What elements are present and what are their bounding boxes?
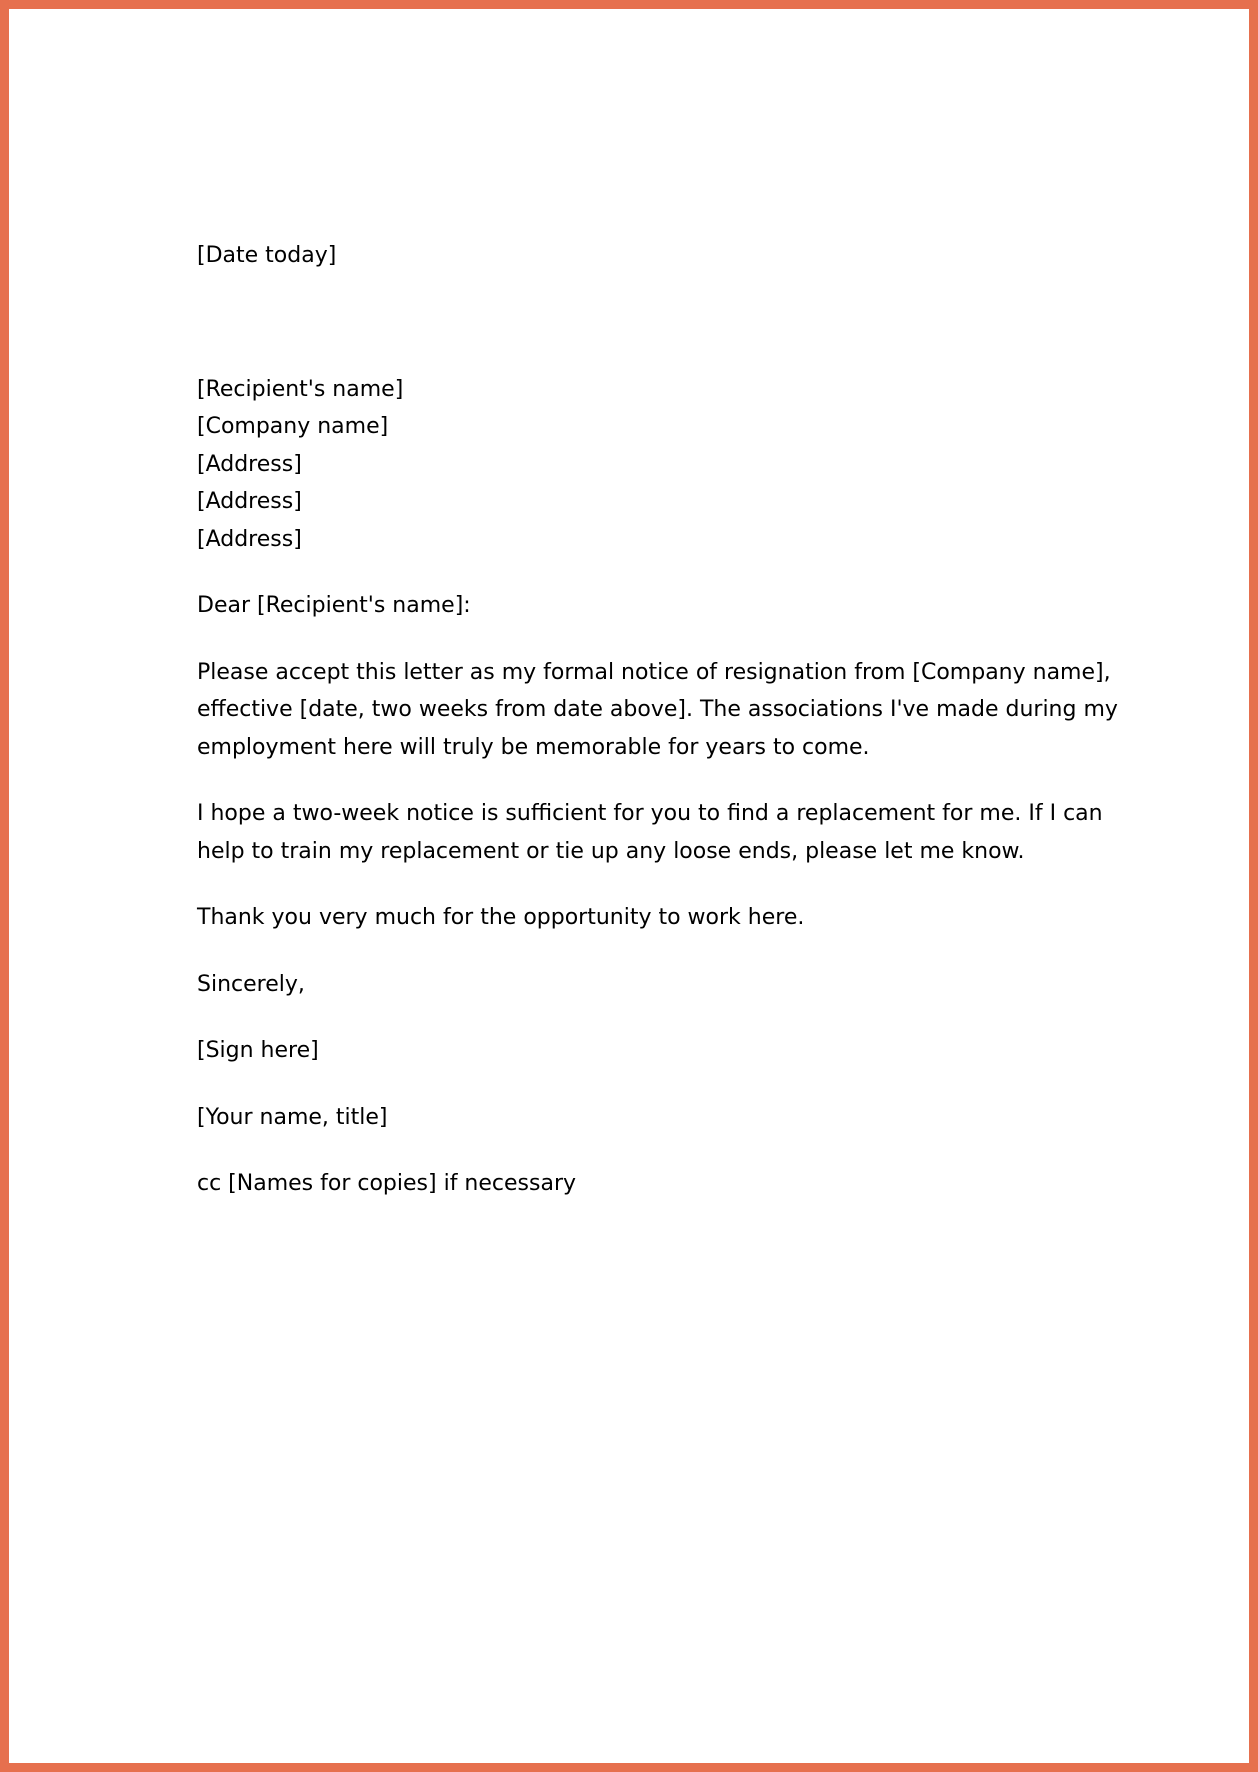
paragraph-line: Please accept this letter as my formal notice of resignation from [Company name], [197, 659, 1111, 685]
closing [197, 966, 1097, 1004]
date-line: [Date today] [197, 243, 337, 268]
signature-placeholder [197, 1032, 1097, 1070]
paragraph-line: employment here will truly be memorable for years to come. [197, 734, 870, 760]
paragraph-resignation-notice [197, 654, 1118, 767]
closing-text: Sincerely, [197, 971, 305, 997]
company-name-line: [Company name] [197, 414, 389, 439]
recipient-address-block [197, 371, 1097, 559]
salutation-text: Dear [Recipient's name]: [197, 593, 471, 618]
recipient-name-line: [Recipient's name] [197, 376, 404, 402]
address-line-3: [Address] [197, 526, 302, 552]
letter-body [197, 237, 1118, 1203]
cc-text: cc [Names for copies] if necessary [197, 1171, 577, 1196]
name-title [197, 1099, 1097, 1137]
name-title-text: [Your name, title] [197, 1104, 388, 1130]
paragraph-line: effective [date, two weeks from date above]. The associations I've made during my [197, 697, 1118, 722]
signature-text: [Sign here] [197, 1038, 319, 1063]
salutation [197, 587, 1097, 625]
paragraph-two-week-notice [197, 795, 1103, 870]
thank-you-text: Thank you very much for the opportunity to work here. [197, 905, 805, 930]
paragraph-thank-you [197, 899, 1097, 937]
paragraph-line: I hope a two-week notice is sufficient for you to find a replacement for me. If I can [197, 801, 1103, 826]
address-line-2: [Address] [197, 489, 302, 514]
paragraph-line: help to train my replacement or tie up any loose ends, please let me know. [197, 838, 1025, 864]
address-line-1: [Address] [197, 451, 302, 477]
cc-line [197, 1165, 1097, 1203]
